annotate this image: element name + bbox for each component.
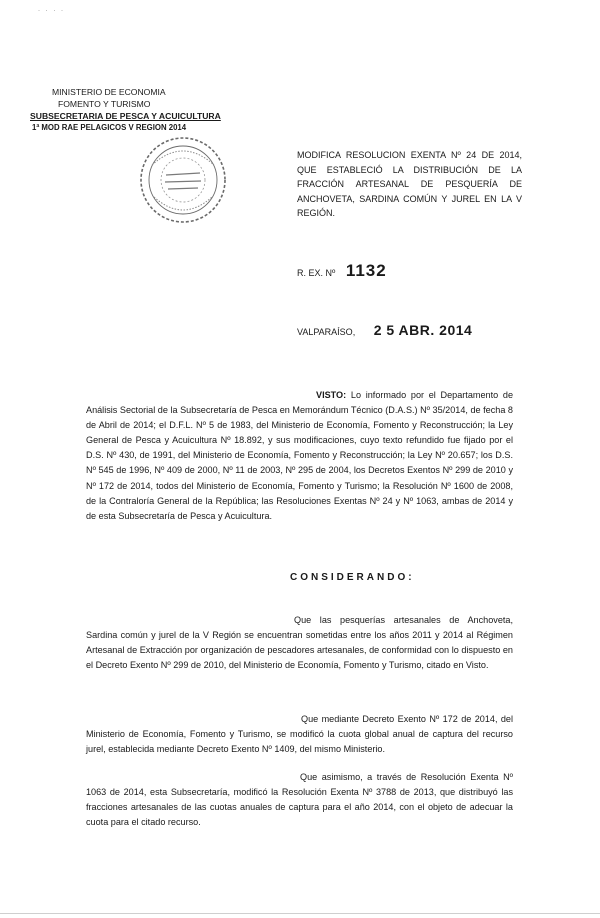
considerando-paragraph-2: Que mediante Decreto Exento Nº 172 de 2014, del Ministerio de Economía, Fomento y Turismo, se modificó la cuota global anual de captura del recurso jurel, establecida mediante Decreto Exento Nº 1409, del mismo Ministerio. [86,714,513,755]
date-stamp: 2 5 ABR. 2014 [373,322,473,338]
considerando-paragraph-1: Que las pesquerías artesanales de Anchoveta, Sardina común y jurel de la V Región se encuentran sometidas entre los años 2011 y 2014 al Régimen Artesanal de Extracción por organización de pescadores artesanales, de conformidad con lo dispuesto en el Decreto Exento Nº 299 de 2010, del Ministerio de Economía, Fomento y Turismo, citado en Visto. [86,615,513,671]
place: VALPARAÍSO, [297,327,356,337]
visto-lead: VISTO: [316,390,347,400]
resolution-label: R. EX. Nº [297,268,336,278]
subsecretariat-name: SUBSECRETARIA DE PESCA Y ACUICULTURA [30,111,221,121]
ministry-subname: FOMENTO Y TURISMO [58,99,151,109]
visto-text: Lo informado por el Departamento de Análisis Sectorial de la Subsecretaría de Pesca en Memorándum Técnico (D.A.S.) Nº 35/2014, de fecha 8 de Abril de 2014; el D.F.L. Nº 5 de 1983, del Ministerio de Economía, Fomento y Reconstrucción; la Ley General de Pesca y Acuicultura Nº 18.892, y sus modificaciones, cuyo texto refundido fue fijado por el D.S. Nº 430, de 1991, del Ministerio de Economía, Fomento y Reconstrucción; la Ley Nº 20.657; los D.S. Nº 545 de 1996, Nº 409 de 2000, Nº 11 de 2003, Nº 295 de 2004, los Decretos Exentos Nº 299 de 2010 y Nº 172 de 2014, todos del Ministerio de Economía, Fomento y Turismo; la Resolución Nº 1600 de 2008, de la Contraloría General de la República; las Resoluciones Exentas Nº 24 y Nº 1063, ambas de 2014 y de esta Subsecretaría de Pesca y Acuicultura. [86,390,514,521]
official-seal-stamp [138,135,228,225]
considerando-paragraph-3: Que asimismo, a través de Resolución Exenta Nº 1063 de 2014, esta Subsecretaría, modificó la Resolución Exenta Nº 3788 de 2013, que distribuyó las fracciones artesanales de las cuotas anuales de captura para el año 2014, con el objeto de adecuar la cuota para el citado recurso. [86,772,513,828]
visto-paragraph [86,388,513,524]
resolution-number-line [297,261,387,281]
scan-mark: · · · · [38,8,65,14]
file-code: 1ª MOD RAE PELAGICOS V REGION 2014 [32,123,187,132]
resolution-reference: MODIFICA RESOLUCION EXENTA Nº 24 DE 2014, QUE ESTABLECIÓ LA DISTRIBUCIÓN DE LA FRACCIÓN ARTESANAL DE PESQUERÍA DE ANCHOVETA, SARDINA COMÚN Y JUREL EN LA V REGIÓN. [297,150,522,219]
letterhead [30,86,260,134]
resolution-number: 1132 [345,261,387,280]
place-date-line [297,322,472,338]
ministry-name: MINISTERIO DE ECONOMIA [52,87,166,97]
considerando-heading: CONSIDERANDO: [290,572,415,583]
page-edge-divider [0,913,600,914]
